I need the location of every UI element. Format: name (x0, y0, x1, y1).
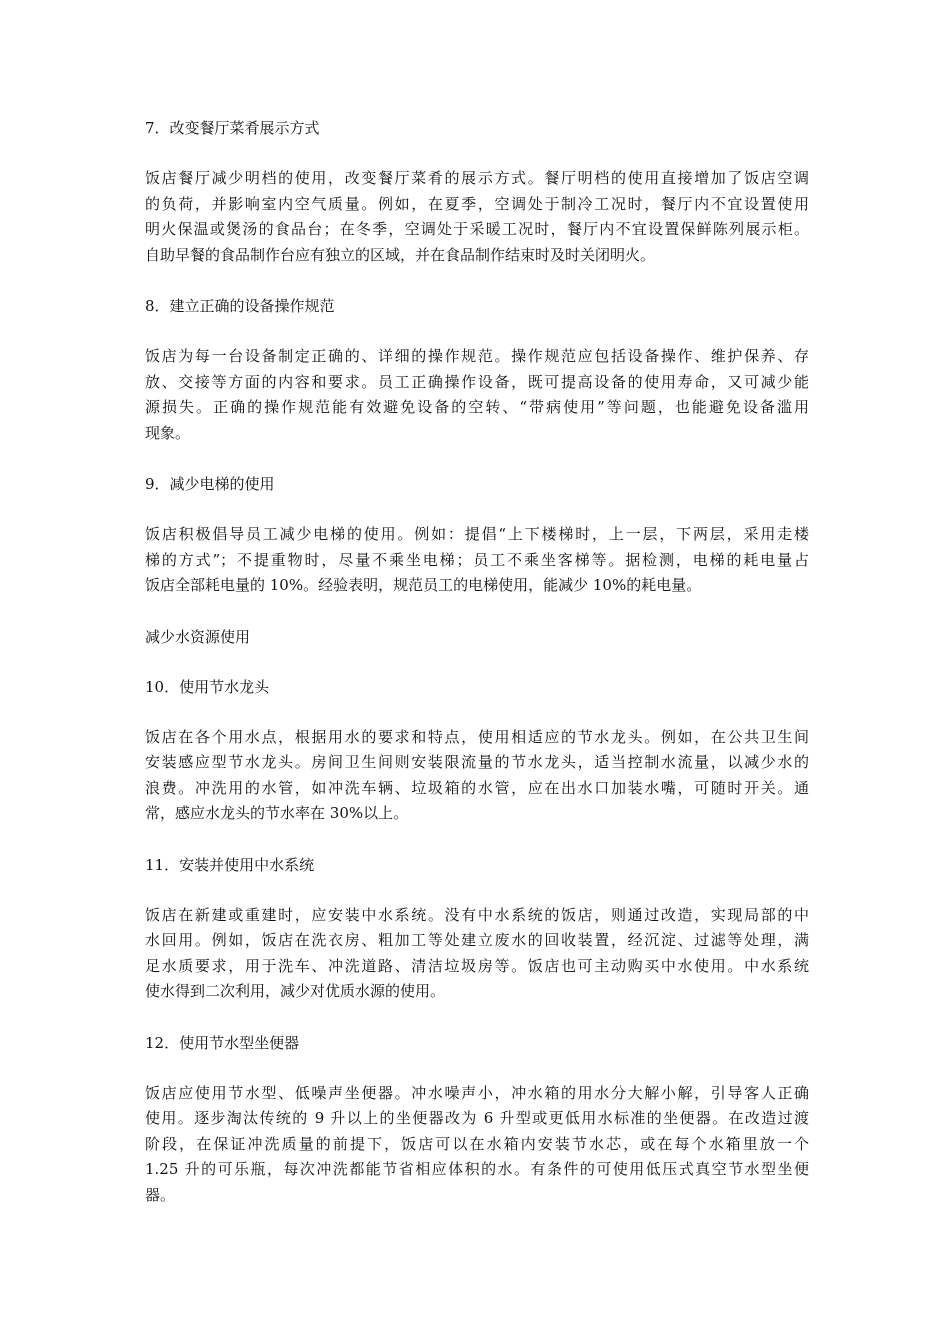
section-paragraph-8 (145, 344, 809, 446)
paragraph-line: 安装感应型节水龙头。房间卫生间则安装限流量的节水龙头，适当控制水流量，以减少水的 (145, 753, 809, 771)
section-heading-12: 12．使用节水型坐便器 (145, 1033, 300, 1052)
section-heading-8: 8．建立正确的设备操作规范 (145, 297, 335, 315)
paragraph-line: 放、交接等方面的内容和要求。员工正确操作设备，既可提高设备的使用寿命，又可减少能 (145, 372, 809, 391)
paragraph-line: 使水得到二次利用，减少对优质水源的使用。 (145, 982, 446, 1000)
section-paragraph-11 (145, 903, 809, 1005)
paragraph-line: 足水质要求，用于洗车、冲洗道路、清洁垃圾房等。饭店也可主动购买中水使用。中水系统 (145, 956, 809, 975)
paragraph-line: 明火保温或煲汤的食品台；在冬季，空调处于采暖工况时，餐厅内不宜设置保鲜陈列展示柜。 (145, 220, 809, 238)
paragraph-line: 饭店餐厅减少明档的使用，改变餐厅菜肴的展示方式。餐厅明档的使用直接增加了饭店空调 (145, 169, 809, 187)
paragraph-line: 饭店积极倡导员工减少电梯的使用。例如：提倡“上下楼梯时，上一层，下两层，采用走楼 (145, 525, 809, 543)
section-paragraph-12 (145, 1081, 809, 1209)
paragraph-line: 自助早餐的食品制作台应有独立的区域，并在食品制作结束时及时关闭明火。 (145, 245, 656, 264)
paragraph-line: 1.25 升的可乐瓶，每次冲洗都能节省相应体积的水。有条件的可使用低压式真空节水型坐便 (145, 1160, 809, 1178)
paragraph-line: 使用。逐步淘汰传统的 9 升以上的坐便器改为 6 升型或更低用水标准的坐便器。在改造过渡 (145, 1109, 809, 1127)
paragraph-line: 的负荷，并影响室内空气质量。例如，在夏季，空调处于制冷工况时，餐厅内不宜设置使用 (145, 194, 809, 213)
group-heading-water: 减少水资源使用 (145, 627, 251, 646)
section-heading-7: 7．改变餐厅菜肴展示方式 (145, 119, 320, 137)
document-body (145, 116, 809, 1234)
section-heading-10: 10．使用节水龙头 (145, 677, 270, 696)
paragraph-line: 器。 (145, 1185, 176, 1204)
paragraph-line: 饭店在各个用水点，根据用水的要求和特点，使用相适应的节水龙头。例如，在公共卫生间 (145, 727, 809, 746)
paragraph-line: 源损失。正确的操作规范能有效避免设备的空转、“带病使用”等问题，也能避免设备滥用 (145, 398, 809, 416)
paragraph-line: 饭店在新建或重建时，应安装中水系统。没有中水系统的饭店，则通过改造，实现局部的中 (145, 905, 809, 924)
paragraph-line: 浪费。冲洗用的水管，如冲洗车辆、垃圾箱的水管，应在出水口加装水嘴，可随时开关。通 (145, 778, 809, 797)
paragraph-line: 饭店为每一台设备制定正确的、详细的操作规范。操作规范应包括设备操作、维护保养、存 (145, 347, 809, 365)
section-heading-11: 11．安装并使用中水系统 (145, 855, 315, 874)
section-paragraph-10 (145, 725, 809, 827)
section-paragraph-7 (145, 166, 809, 268)
paragraph-line: 饭店全部耗电量的 10%。经验表明，规范员工的电梯使用，能减少 10%的耗电量。 (145, 576, 702, 594)
paragraph-line: 常，感应水龙头的节水率在 30%以上。 (145, 804, 409, 822)
paragraph-line: 阶段，在保证冲洗质量的前提下，饭店可以在水箱内安装节水芯，或在每个水箱里放一个 (145, 1134, 809, 1153)
paragraph-line: 饭店应使用节水型、低噪声坐便器。冲水噪声小，冲水箱的用水分大解小解，引导客人正确 (145, 1083, 809, 1102)
paragraph-line: 梯的方式”；不提重物时，尽量不乘坐电梯；员工不乘坐客梯等。据检测，电梯的耗电量占 (145, 550, 809, 569)
section-paragraph-9 (145, 522, 809, 599)
paragraph-line: 现象。 (145, 423, 191, 442)
section-heading-9: 9．减少电梯的使用 (145, 475, 275, 493)
paragraph-line: 水回用。例如，饭店在洗衣房、粗加工等处建立废水的回收装置，经沉淀、过滤等处理，满 (145, 931, 809, 949)
